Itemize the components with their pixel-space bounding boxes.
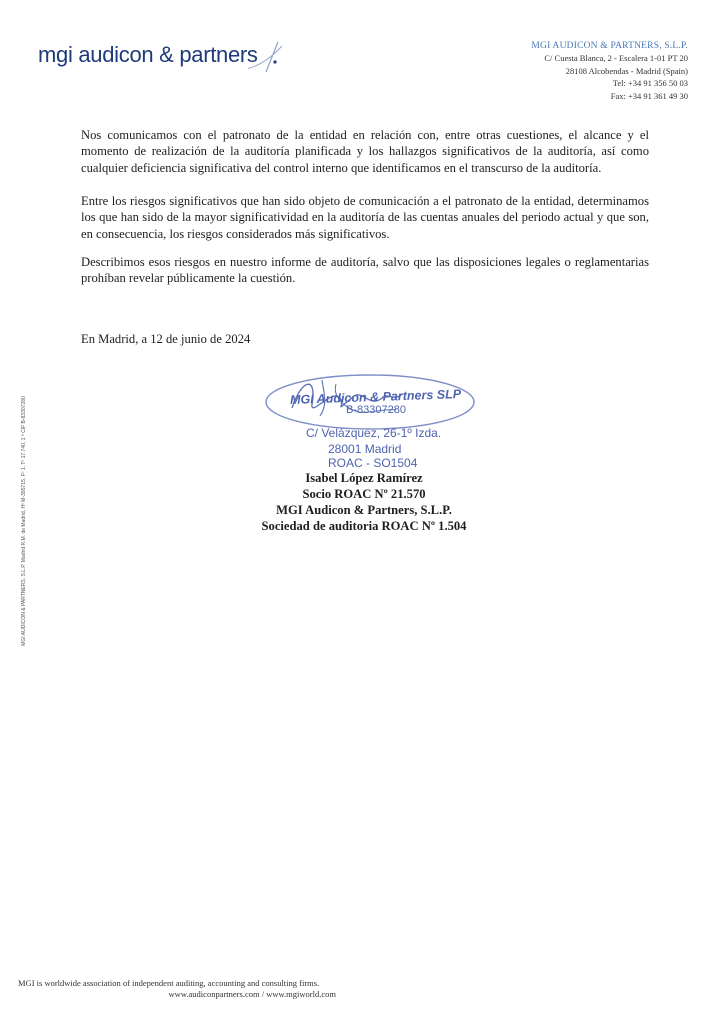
fax: Fax: +34 91 361 49 30 xyxy=(610,90,688,101)
paragraph-1: Nos comunicamos con el patronato de la entidad en relación con, entre otras cuestiones, el alcance y el momento de realización de la auditoría planificada y los hallazgos significativos de la auditoría, así como cualquier deficiencia significativa del control interno que identificamos en el transcurso de la auditoría. xyxy=(81,128,649,175)
stamp-company-name: MGI Audicon & Partners SLP xyxy=(289,387,462,407)
address-line-1: C/ Cuesta Blanca, 2 - Escalera 1-01 PT 20 xyxy=(544,53,688,64)
firm-name: MGI AUDICON & PARTNERS, S.L.P. xyxy=(531,41,688,51)
date-line: En Madrid, a 12 de junio de 2024 xyxy=(81,332,251,346)
signer-company: MGI Audicon & Partners, S.L.P. xyxy=(276,503,452,517)
company-stamp xyxy=(262,368,482,472)
stamp-tax-id: B-83307280 xyxy=(346,404,406,416)
signer-registry: Sociedad de auditoria ROAC Nº 1.504 xyxy=(261,519,467,533)
footer-line-2: www.audiconpartners.com / www.mgiworld.com xyxy=(168,989,336,999)
company-address-block xyxy=(531,40,688,102)
logo-swoosh-icon xyxy=(248,40,288,76)
signer-name: Isabel López Ramírez xyxy=(305,471,423,485)
paragraph-3: Describimos esos riesgos en nuestro informe de auditoría, salvo que las disposiciones legales o reglamentarias prohíban revelar públicamente la cuestión. xyxy=(81,255,649,286)
telephone: Tel: +34 91 356 50 03 xyxy=(612,78,688,89)
address-line-2: 28108 Alcobendas - Madrid (Spain) xyxy=(565,65,688,76)
signer-role: Socio ROAC Nº 21.570 xyxy=(302,487,426,501)
stamp-city: 28001 Madrid xyxy=(328,442,402,456)
paragraph-2: Entre los riesgos significativos que han sido objeto de comunicación a el patronato de la entidad, determinamos los que han sido de la mayor significatividad en la auditoría de las cuentas anuales del periodo actual y que son, en consecuencia, los riesgos considerados más significativos. xyxy=(81,194,649,241)
footer-line-1: MGI is worldwide association of independent auditing, accounting and consulting firms. xyxy=(18,978,320,988)
company-logo xyxy=(38,40,278,80)
vertical-registry-text: MGI AUDICON & PARTNERS, S.L.P. Madrid R.M. de Madrid, Hº M-395715, Fº 1, Tº 17.740, 1 ª CIF B-83307280 xyxy=(21,396,27,646)
footer xyxy=(18,978,336,1000)
stamp-roac: ROAC - SO1504 xyxy=(328,456,418,470)
logo-text: mgi audicon & partners xyxy=(38,42,258,67)
stamp-street: C/ Velázquez, 26-1º Izda. xyxy=(306,426,442,440)
